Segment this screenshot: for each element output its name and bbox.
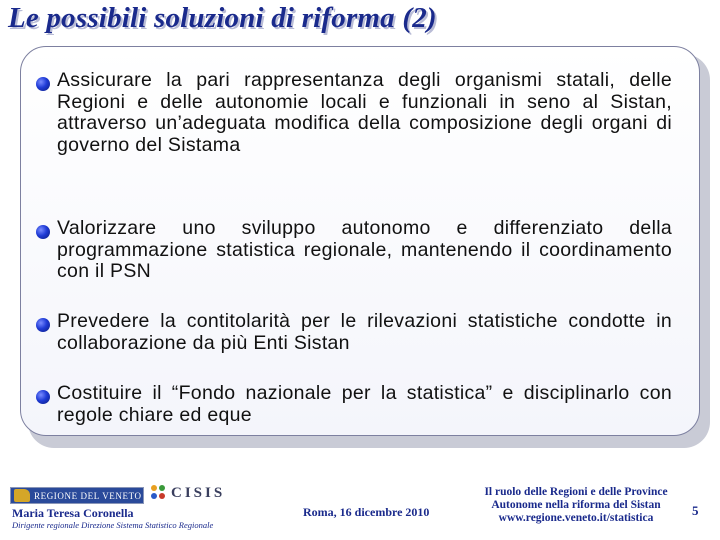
- regione-veneto-logo: [10, 487, 144, 504]
- bullet-item-1: [36, 70, 672, 156]
- slide-title: Le possibili soluzioni di riforma (2): [8, 2, 437, 34]
- cisis-logo: [150, 484, 225, 502]
- author-name: Maria Teresa Coronella: [12, 506, 134, 520]
- bullet-item-3: [36, 311, 672, 354]
- logo-text: REGIONE DEL VENETO: [34, 490, 142, 501]
- blue-sphere-bullet-icon: [36, 77, 50, 91]
- footer-line-1: Il ruolo delle Regioni e delle Province: [484, 486, 668, 498]
- footer-url[interactable]: www.regione.veneto.it/statistica: [498, 512, 654, 524]
- bullet-text-3: Prevedere la contitolarità per le rilevazioni statistiche condotte in collaborazione da più Enti Sistan: [57, 310, 672, 354]
- bullet-item-4: [36, 383, 672, 426]
- blue-sphere-bullet-icon: [36, 225, 50, 239]
- blue-sphere-bullet-icon: [36, 390, 50, 404]
- bullet-text-1: Assicurare la pari rappresentanza degli organismi statali, delle Regioni e delle autonomie locali e funzionali in seno al Sistan, attraverso un’adeguata modifica della composizione degli organi di governo del Sistama: [57, 69, 672, 156]
- cisis-text: CISIS: [171, 484, 226, 501]
- author-role: Dirigente regionale Direzione Sistema Statistico Regionale: [12, 520, 214, 530]
- bullet-item-2: [36, 218, 672, 283]
- presentation-date: Roma, 16 dicembre 2010: [303, 505, 430, 519]
- lion-of-saint-mark-icon: [14, 489, 30, 502]
- footer-presentation-title: [468, 486, 684, 525]
- page-number: 5: [692, 503, 699, 518]
- bullet-text-4: Costituire il “Fondo nazionale per la statistica” e disciplinarlo con regole chiare ed eque: [57, 382, 672, 426]
- cisis-dots-icon: [150, 484, 168, 502]
- blue-sphere-bullet-icon: [36, 318, 50, 332]
- footer-line-2: Autonome nella riforma del Sistan: [491, 499, 661, 511]
- bullet-text-2: Valorizzare uno sviluppo autonomo e differenziato della programmazione statistica regionale, mantenendo il coordinamento con il PSN: [57, 217, 672, 282]
